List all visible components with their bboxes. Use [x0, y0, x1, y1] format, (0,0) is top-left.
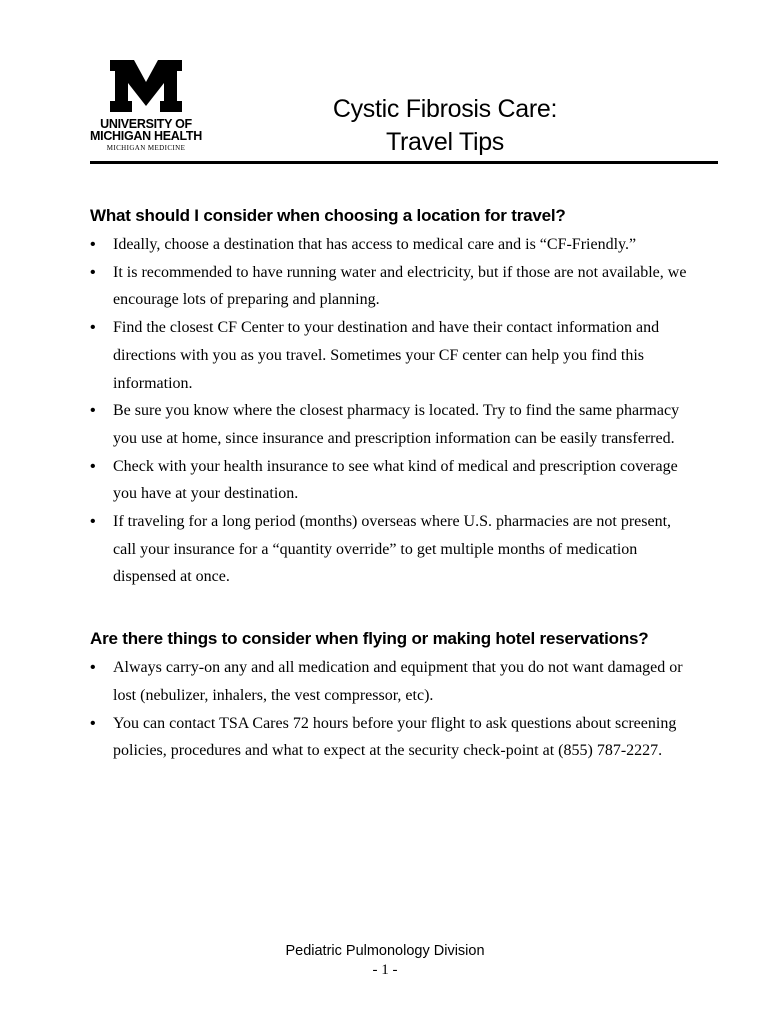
page-number: - 1 -	[372, 962, 398, 978]
bullet-icon: •	[90, 236, 96, 253]
logo-text-michigan-health: MICHIGAN HEALTH	[90, 129, 202, 143]
list-item	[90, 654, 690, 709]
bullet-icon: •	[90, 513, 96, 531]
bullet-icon: •	[90, 263, 96, 281]
list-item-text: Check with your health insurance to see what kind of medical and prescription coverage you have at your destination.	[113, 457, 678, 503]
bullet-icon: •	[90, 319, 96, 337]
page-title-line2: Travel Tips	[385, 128, 505, 156]
logo-text-michigan-medicine: MICHIGAN MEDICINE	[106, 144, 186, 152]
list-item	[90, 397, 690, 452]
bullet-icon: •	[90, 659, 96, 677]
list-item-text: Be sure you know where the closest pharmacy is located. Try to find the same pharmacy you use at home, since insurance and prescription information can be easily transferred.	[113, 402, 680, 447]
university-logo	[90, 58, 202, 154]
bullet-list	[90, 654, 690, 765]
list-item-text: Find the closest CF Center to your destination and have their contact information and directions with you as you travel. Sometimes your CF center can help you find this information.	[113, 319, 660, 392]
list-item	[90, 710, 690, 765]
section-flying	[90, 623, 690, 765]
header-divider	[90, 161, 718, 164]
page-title	[290, 93, 600, 159]
list-item-text: You can contact TSA Cares 72 hours before your flight to ask questions about screening policies, procedures and what to expect at the security check-point at (855) 787-2227.	[113, 714, 677, 760]
section-heading: What should I consider when choosing a location for travel?	[90, 206, 566, 225]
block-m-logo-icon	[90, 58, 202, 116]
bullet-icon: •	[90, 714, 96, 732]
list-item	[90, 231, 690, 259]
bullet-list	[90, 231, 690, 591]
document-body	[90, 200, 690, 765]
list-item-text: Always carry-on any and all medication and equipment that you do not want damaged or lost (nebulizer, inhalers, the vest compressor, etc).	[113, 659, 683, 704]
logo-text-university: UNIVERSITY OF	[100, 117, 192, 131]
page-title-line1: Cystic Fibrosis Care:	[332, 95, 558, 123]
list-item	[90, 259, 690, 314]
list-item-text: Ideally, choose a destination that has access to medical care and is “CF-Friendly.”	[113, 236, 637, 253]
section-heading: Are there things to consider when flying or making hotel reservations?	[90, 629, 649, 649]
list-item-text: If traveling for a long period (months) overseas where U.S. pharmacies are not present, call your insurance for a “quantity override” to get multiple months of medication dispensed at once.	[113, 513, 672, 586]
section-spacer	[90, 591, 690, 623]
list-item-text: It is recommended to have running water and electricity, but if those are not available, we encourage lots of preparing and planning.	[113, 263, 687, 309]
list-item	[90, 453, 690, 508]
footer-division: Pediatric Pulmonology Division	[285, 943, 485, 959]
bullet-icon: •	[90, 402, 96, 420]
bullet-icon: •	[90, 457, 96, 475]
list-item	[90, 314, 690, 397]
section-location	[90, 200, 690, 591]
list-item	[90, 508, 690, 591]
